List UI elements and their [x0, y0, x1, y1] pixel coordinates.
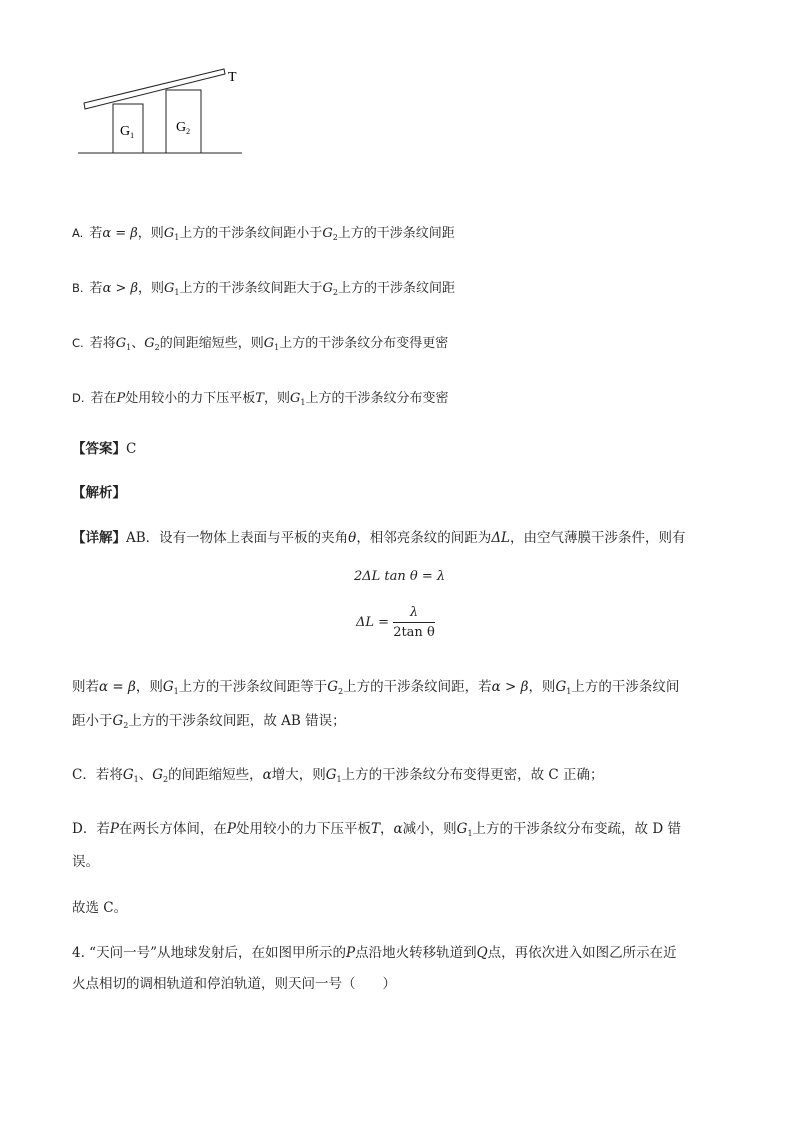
question-4-line-1: 4. “天问一号”从地球发射后，在如图甲所示的P点沿地火转移轨道到Q点，再依次进入如图乙所示在近 — [72, 945, 677, 961]
equation-1: 2ΔL tan θ = λ — [354, 569, 446, 584]
option-b: B. 若α > β，则$G_1$上方的干涉条纹间距大于$G_2$上方的干涉条纹间距 — [72, 281, 456, 297]
detail-line-5: D．若P在两长方体间，在P处用较小的力下压平板T，α减小，则$G_1$上方的干涉条纹分布变疏，故 D 错 — [72, 821, 681, 838]
detail-line-3: 距小于$G_2$上方的干涉条纹间距，故 AB 错误； — [72, 713, 346, 730]
question-4-line-2: 火点相切的调相轨道和停泊轨道，则天问一号（ ） — [72, 976, 396, 992]
detail-line-1: 【详解】AB．设有一物体上表面与平板的夹角θ，相邻亮条纹的间距为ΔL，由空气薄膜干涉条件，则有 — [72, 530, 686, 546]
plate-t — [84, 69, 225, 109]
detail-line-2: 则若α = β，则$G_1$上方的干涉条纹间距等于$G_2$上方的干涉条纹间距，若α > β，则$G_1$上方的干涉条纹间 — [72, 679, 680, 696]
detail-line-7: 故选 C。 — [72, 900, 128, 916]
option-a: A. 若α = β，则$G_1$上方的干涉条纹间距小于$G_2$上方的干涉条纹间距 — [72, 226, 455, 242]
detail-line-6: 误。 — [72, 854, 99, 870]
detail-line-4: C．若将$G_1$、$G_2$的间距缩短些，α增大，则$G_1$上方的干涉条纹分布变得更密，故 C 正确； — [72, 767, 604, 784]
option-c: C. 若将$G_1$、$G_2$的间距缩短些，则$G_1$上方的干涉条纹分布变得更密 — [72, 336, 449, 352]
equation-2: ΔL = $\frac{\lambda}{\text{2tan θ}}$ — [356, 605, 435, 640]
label-g1: $G_1$ — [120, 124, 135, 140]
option-d: D. 若在P处用较小的力下压平板T，则$G_1$上方的干涉条纹分布变密 — [72, 391, 449, 407]
label-g2: $G_2$ — [176, 120, 191, 136]
label-t: T — [228, 70, 237, 85]
analysis-heading: 【解析】 — [72, 485, 126, 501]
answer-line: 【答案】C — [72, 441, 137, 457]
plate-diagram — [70, 62, 260, 162]
equation-2-fraction: $\frac{\lambda}{\text{2tan θ}}$ — [393, 605, 435, 640]
